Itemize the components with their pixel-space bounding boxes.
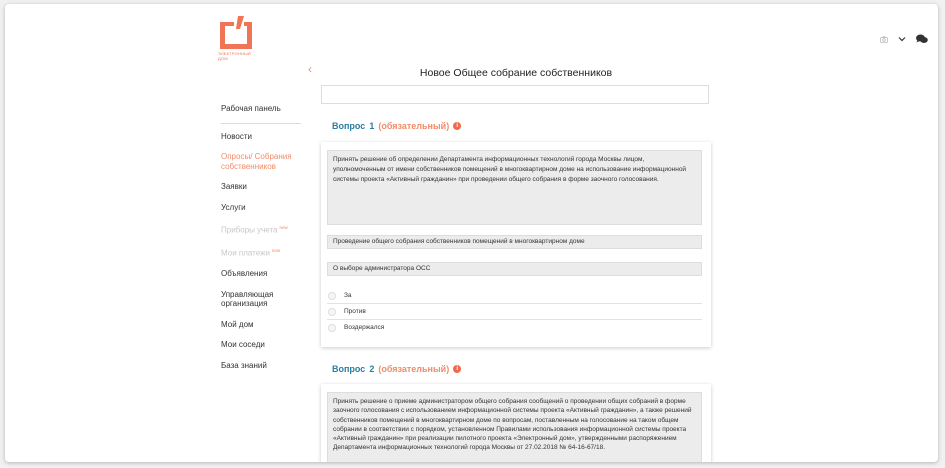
logo-text-line1: ЭЛЕКТРОННЫЙ — [218, 51, 251, 56]
sidebar-item-polls[interactable] — [221, 152, 301, 171]
option-label: Против — [344, 308, 366, 315]
sidebar-item-news[interactable] — [221, 132, 301, 142]
chat-icon[interactable] — [916, 34, 928, 44]
page-title: Новое Общее собрание собственников — [419, 67, 613, 79]
radio-button[interactable] — [328, 308, 336, 316]
sidebar-item-label: Новости — [221, 131, 252, 141]
option-for[interactable] — [327, 288, 702, 304]
header-icons — [880, 34, 928, 44]
sidebar-item-label: Опросы/ Собрания собственников — [221, 152, 292, 171]
info-icon[interactable]: i — [453, 122, 461, 130]
sidebar-item-label: Мой дом — [221, 319, 254, 329]
sidebar-item-neighbors[interactable] — [221, 340, 301, 350]
option-label: Воздержался — [344, 324, 385, 331]
sidebar-item-payments — [221, 246, 301, 258]
option-label: За — [344, 292, 352, 299]
sidebar-item-services[interactable] — [221, 203, 301, 213]
logo[interactable] — [218, 16, 258, 66]
sidebar-item-label: Приборы учета — [221, 225, 278, 235]
radio-button[interactable] — [328, 292, 336, 300]
question-2-header — [332, 364, 461, 374]
question-1-text: Принять решение об определении Департамента информационных технологий города Москвы лицом, уполномоченным от имени собственников помещений в многоквартирном доме на использование информационной системы проекта «Активный гражданин» при проведении общего собрания в форме заочного голосования. — [327, 150, 702, 225]
sidebar-item-announcements[interactable] — [221, 269, 301, 279]
info-icon[interactable]: i — [453, 365, 461, 373]
app-frame — [5, 4, 938, 462]
new-badge: new — [271, 248, 281, 254]
radio-button[interactable] — [328, 324, 336, 332]
sidebar-item-meters — [221, 223, 301, 235]
logo-text-line2: ДОМ — [218, 55, 228, 61]
new-badge: new — [279, 225, 288, 230]
question-1-options — [327, 288, 702, 335]
sidebar-item-label: Объявления — [221, 269, 268, 279]
option-abstain[interactable] — [327, 320, 702, 335]
required-label: (обязательный) — [378, 121, 450, 131]
question-number: 2 — [369, 364, 375, 374]
camera-icon[interactable] — [880, 36, 888, 43]
question-1-subtitle-question: О выборе администратора ОСС — [327, 262, 702, 276]
question-1-header — [332, 121, 461, 131]
question-2-text: Принять решение о приеме администратором общего собрания сообщений о проведении общих собраний в форме заочного голосования с использованием информационной системы проекта «Активный гражданин», а также решений собственников помещений в многоквартирном доме по вопросам, поставленным на голосование на таком общем собрании в соответствии с порядком, установленном Правилами использования информационной системы проекта «Активный гражданин» при реализации пилотного проекта «Электронный дом», утвержденными распоряжением Департамента информационных технологий города Москвы от 27.02.2018 № 64-16-67/18. — [327, 392, 702, 462]
sidebar-item-knowledge-base[interactable] — [221, 361, 301, 371]
required-label: (обязательный) — [378, 364, 450, 374]
sidebar-item-label: Заявки — [221, 182, 247, 191]
sidebar-item-management-company[interactable] — [221, 290, 301, 309]
chevron-down-icon[interactable] — [898, 36, 906, 42]
sidebar-item-dashboard[interactable] — [221, 104, 301, 124]
question-label: Вопрос — [332, 121, 366, 131]
sidebar-item-label: База знаний — [221, 360, 267, 370]
sidebar-item-label: Управляющая организация — [221, 289, 274, 309]
sidebar-item-label: Услуги — [221, 202, 246, 212]
sidebar-item-label: Мои платежи — [221, 248, 270, 258]
sidebar-item-my-house[interactable] — [221, 320, 301, 330]
sidebar-item-label: Мои соседи — [221, 340, 265, 350]
option-against[interactable] — [327, 304, 702, 320]
sidebar-item-label: Рабочая панель — [221, 104, 281, 113]
sidebar-item-requests[interactable] — [221, 182, 301, 192]
logo-mark — [218, 16, 258, 50]
back-chevron-icon[interactable]: ‹ — [308, 62, 312, 76]
question-number: 1 — [369, 121, 375, 131]
sidebar-nav — [221, 104, 301, 381]
question-label: Вопрос — [332, 364, 366, 374]
search-input[interactable] — [321, 85, 709, 104]
logo-text — [218, 52, 251, 61]
question-1-subtitle-topic: Проведение общего собрания собственников помещений в многоквартирном доме — [327, 235, 702, 249]
